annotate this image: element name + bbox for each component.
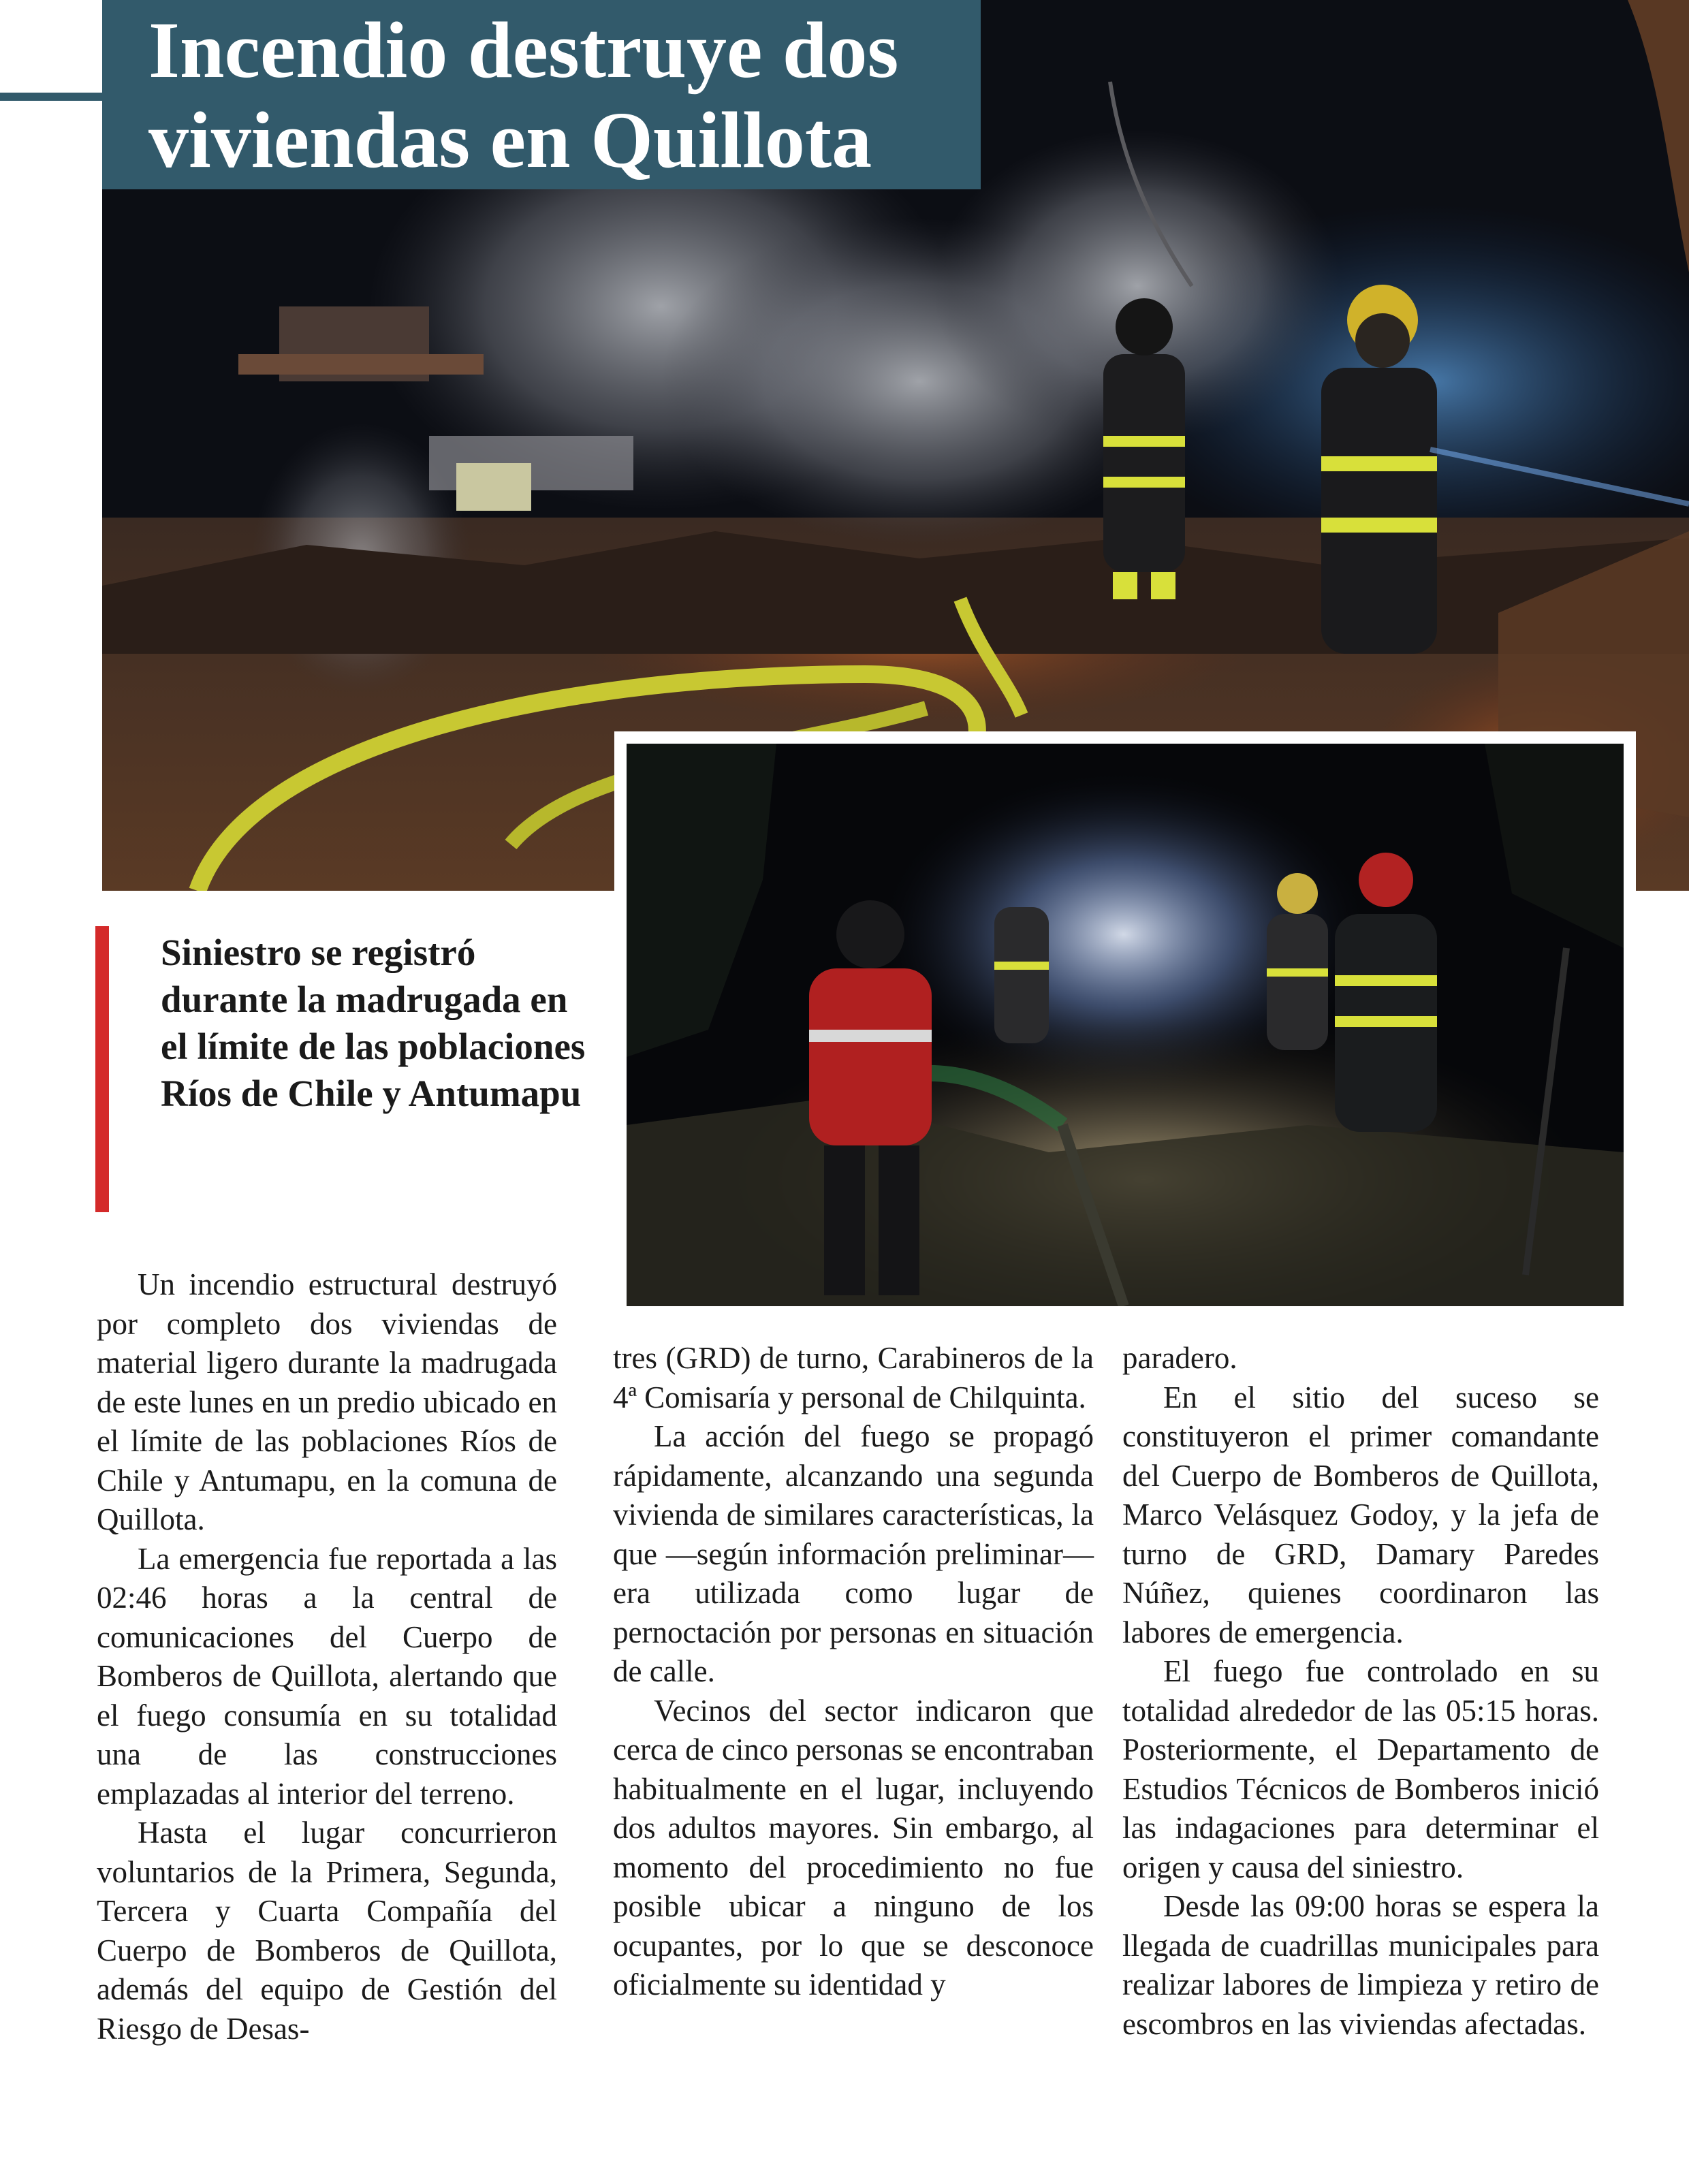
body-column-2 — [613, 1339, 1094, 2005]
body-column-3 — [1122, 1339, 1599, 2044]
paragraph: Hasta el lugar concurrieron voluntarios de la Primera, Segunda, Tercera y Cuarta Compañía del Cuerpo de Bomberos de Quillota, además del equipo de Gestión del Riesgo de Desas- — [97, 1816, 557, 2046]
paragraph: La emergencia fue reportada a las 02:46 horas a la central de comunicaciones del Cuerpo de Bomberos de Quillota, alertando que el fuego consumía en su totalidad una de las construcciones emplazadas al interior del terreno. — [97, 1541, 557, 1811]
paragraph: La acción del fuego se propagó rápidamente, alcanzando una segunda vivienda de similares características, la que —según información preliminar— era utilizada como lugar de pernoctación por personas en situación de calle. — [613, 1419, 1094, 1688]
paragraph: Un incendio estructural destruyó por completo dos viviendas de material ligero durante la madrugada de este lunes en un predio ubicado en el límite de las poblaciones Ríos de Chile y Antumapu, en la comuna de Quillota. — [97, 1267, 557, 1536]
paragraph: Desde las 09:00 horas se espera la llegada de cuadrillas municipales para realizar labores de limpieza y retiro de escombros en las viviendas afectadas. — [1122, 1889, 1599, 2041]
paragraph: Vecinos del sector indicaron que cerca de cinco personas se encontraban habitualmente en el lugar, incluyendo dos adultos mayores. Sin embargo, al momento del procedimiento no fue posible ubicar a ninguno de los ocupantes, por lo que se desconoce oficialmente su identidad y — [613, 1693, 1094, 2001]
paragraph: El fuego fue controlado en su totalidad alrededor de las 05:15 horas. Posteriormente, el Departamento de Estudios Técnicos de Bomberos inició las indagaciones para determinar el origen y causa del siniestro. — [1122, 1654, 1599, 1884]
paragraph-continued: tres (GRD) de turno, Carabineros de la 4ª Comisaría y personal de Chilquinta. — [613, 1341, 1094, 1414]
body-column-1 — [97, 1265, 557, 2048]
deck-accent-bar — [95, 926, 109, 1212]
inset-photo-night-scene — [614, 731, 1636, 1318]
headline: Incendio destruye dos viviendas en Quillota — [148, 5, 899, 185]
deck-subheadline: Siniestro se registró durante la madrugada en el límite de las poblaciones Ríos de Chile y Antumapu — [161, 932, 586, 1114]
paragraph: En el sitio del suceso se constituyeron el primer comandante del Cuerpo de Bomberos de Quillota, Marco Velásquez Godoy, y la jefa de turno de GRD, Damary Paredes Núñez, quienes coordinaron las labores de emergencia. — [1122, 1380, 1599, 1649]
headline-rule — [0, 93, 104, 101]
paragraph-continued: paradero. — [1122, 1341, 1237, 1375]
